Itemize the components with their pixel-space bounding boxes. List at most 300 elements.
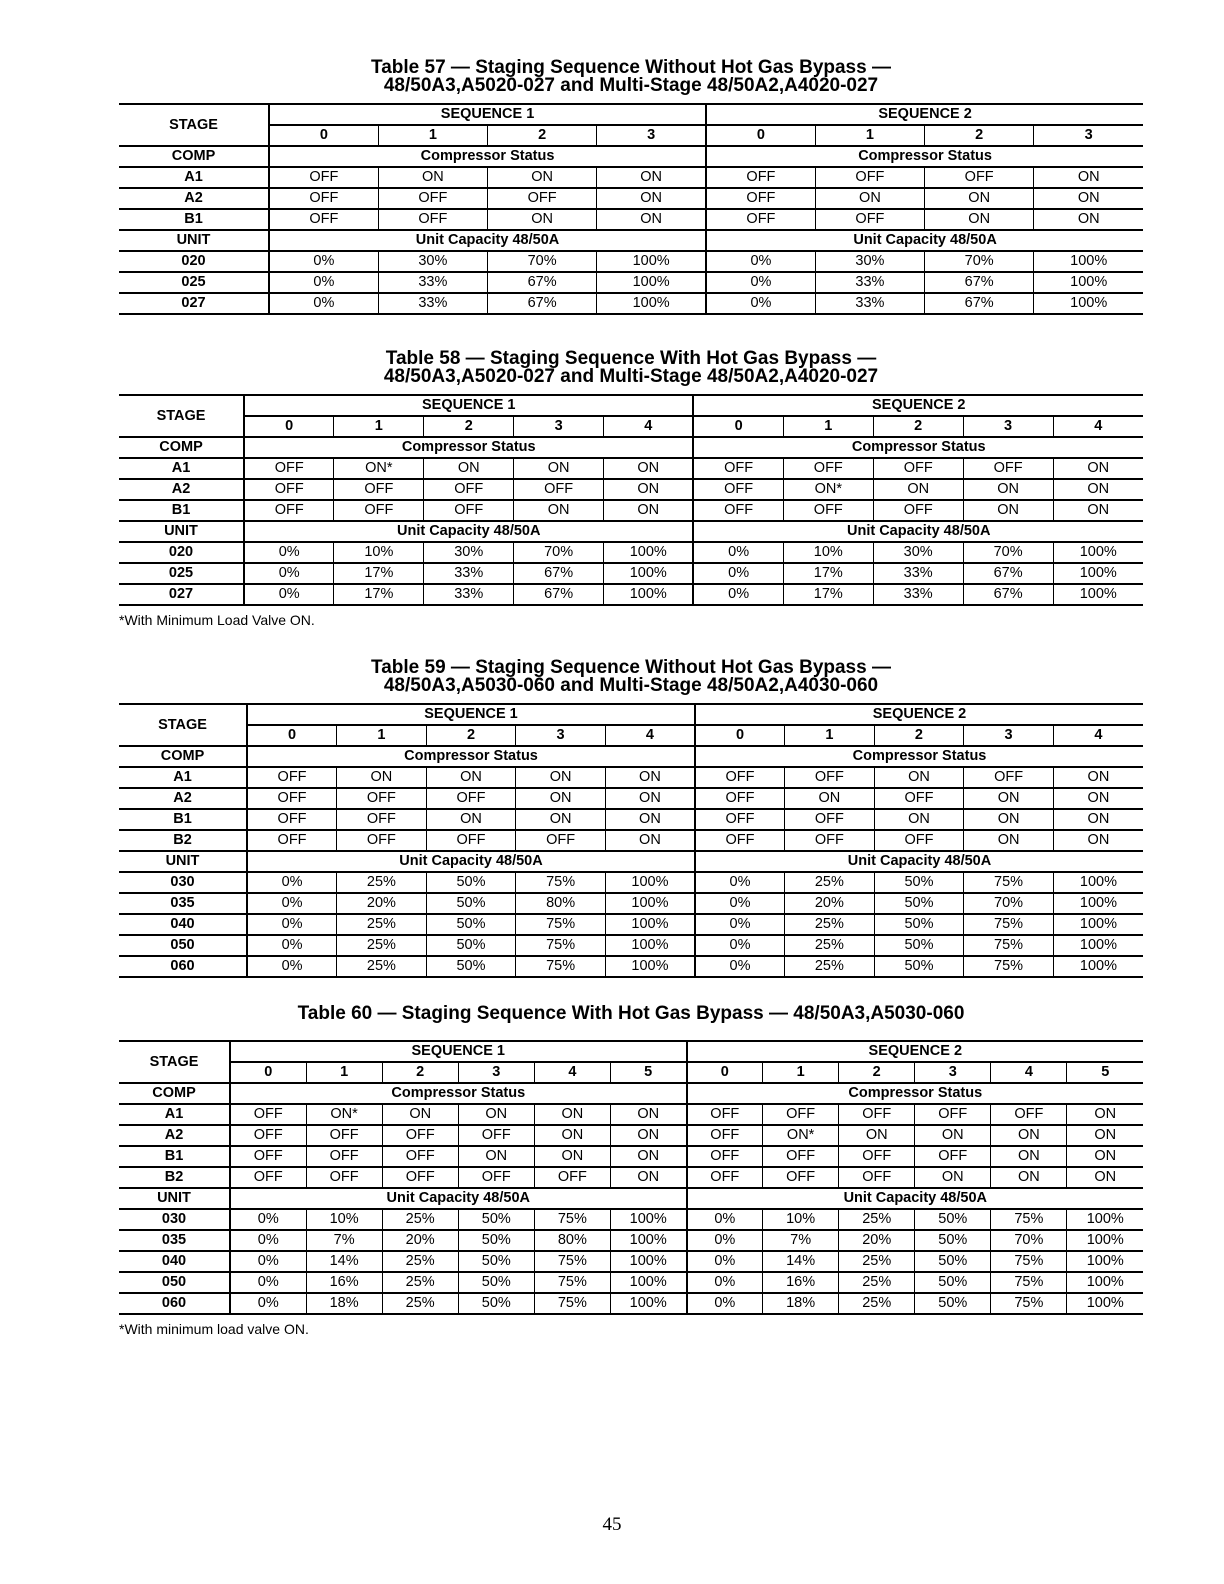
- table-cell: OFF: [687, 1167, 763, 1188]
- table-cell: OFF: [695, 830, 785, 851]
- table-cell: ON: [873, 479, 963, 500]
- comp-header-seq2-span: Compressor Status: [693, 437, 1143, 458]
- table-cell: ON: [534, 1104, 610, 1125]
- stage-number: 4: [604, 416, 694, 437]
- table-cell: ON: [925, 209, 1034, 230]
- stage-number: 2: [426, 725, 516, 746]
- stage-number: 0: [247, 725, 337, 746]
- unit-capacity-label: 030: [119, 872, 247, 893]
- compressor-row: [119, 458, 1143, 479]
- table-cell: OFF: [269, 209, 378, 230]
- table-cell: 100%: [1034, 293, 1143, 314]
- table-cell: OFF: [230, 1167, 306, 1188]
- unit-header-seq2-span: Unit Capacity 48/50A: [706, 230, 1143, 251]
- table-cell: 100%: [605, 956, 695, 977]
- stage-number: 0: [230, 1062, 306, 1083]
- table-cell: ON: [378, 167, 487, 188]
- table-cell: 50%: [915, 1293, 991, 1314]
- table-cell: 25%: [382, 1251, 458, 1272]
- table-cell: 50%: [915, 1272, 991, 1293]
- table-cell: OFF: [247, 767, 337, 788]
- stage-number: 3: [1034, 125, 1143, 146]
- table-cell: 33%: [873, 584, 963, 605]
- table-cell: 70%: [963, 542, 1053, 563]
- unit-capacity-label: 060: [119, 956, 247, 977]
- table-cell: OFF: [334, 500, 424, 521]
- table-cell: 0%: [230, 1293, 306, 1314]
- table-cell: 0%: [230, 1209, 306, 1230]
- table-cell: OFF: [915, 1104, 991, 1125]
- table-cell: ON*: [763, 1125, 839, 1146]
- compressor-row: [119, 167, 1143, 188]
- table-cell: ON: [424, 458, 514, 479]
- table-cell: 0%: [687, 1293, 763, 1314]
- table-cell: 0%: [695, 893, 785, 914]
- compressor-label: A1: [119, 767, 247, 788]
- stage-number: 0: [687, 1062, 763, 1083]
- table-cell: OFF: [695, 788, 785, 809]
- table-cell: 0%: [269, 293, 378, 314]
- table-cell: OFF: [815, 209, 924, 230]
- sequence-1-header: SEQUENCE 1: [230, 1041, 687, 1062]
- table-cell: OFF: [247, 830, 337, 851]
- table-cell: 0%: [687, 1272, 763, 1293]
- table-cell: ON: [963, 479, 1053, 500]
- stage-number-row: [119, 416, 1143, 437]
- table-cell: ON: [991, 1167, 1067, 1188]
- table-cell: 75%: [991, 1209, 1067, 1230]
- table-cell: OFF: [244, 479, 334, 500]
- compressor-row: [119, 1146, 1143, 1167]
- comp-header-row: [119, 1083, 1143, 1104]
- table-cell: 50%: [458, 1209, 534, 1230]
- table-cell: OFF: [706, 188, 815, 209]
- table-cell: 0%: [693, 563, 783, 584]
- compressor-row: [119, 209, 1143, 230]
- table-cell: ON: [1053, 830, 1143, 851]
- table-cell: 30%: [815, 251, 924, 272]
- stage-number: 2: [424, 416, 514, 437]
- table-cell: 17%: [334, 584, 424, 605]
- comp-header-label: COMP: [119, 1083, 230, 1104]
- comp-header-seq1-span: Compressor Status: [269, 146, 706, 167]
- table-cell: ON: [337, 767, 427, 788]
- unit-capacity-label: 060: [119, 1293, 230, 1314]
- stage-number: 3: [964, 725, 1054, 746]
- unit-capacity-label: 035: [119, 1230, 230, 1251]
- table-cell: 50%: [426, 893, 516, 914]
- stage-number: 0: [244, 416, 334, 437]
- footnote: *With Minimum Load Valve ON.: [119, 612, 315, 628]
- table-cell: ON: [839, 1125, 915, 1146]
- table-cell: ON*: [306, 1104, 382, 1125]
- comp-header-row: [119, 437, 1143, 458]
- table-cell: ON: [382, 1104, 458, 1125]
- table-cell: 50%: [426, 956, 516, 977]
- table-cell: ON: [1053, 788, 1143, 809]
- stage-number: 0: [706, 125, 815, 146]
- compressor-label: B2: [119, 1167, 230, 1188]
- table-cell: OFF: [458, 1125, 534, 1146]
- unit-capacity-row: [119, 272, 1143, 293]
- stage-number: 4: [605, 725, 695, 746]
- stage-number: 4: [991, 1062, 1067, 1083]
- compressor-label: B2: [119, 830, 247, 851]
- table-cell: ON: [610, 1104, 686, 1125]
- table-title: [119, 659, 1143, 695]
- table-cell: OFF: [244, 500, 334, 521]
- table-cell: 25%: [839, 1209, 915, 1230]
- compressor-label: B1: [119, 1146, 230, 1167]
- stage-number: 2: [839, 1062, 915, 1083]
- table-cell: 67%: [514, 563, 604, 584]
- unit-capacity-row: [119, 584, 1143, 605]
- table-cell: OFF: [230, 1146, 306, 1167]
- stage-header: STAGE: [119, 704, 247, 746]
- table-cell: 75%: [534, 1272, 610, 1293]
- table-cell: 20%: [839, 1230, 915, 1251]
- table-cell: ON: [1067, 1125, 1143, 1146]
- unit-capacity-row: [119, 251, 1143, 272]
- table-cell: OFF: [991, 1104, 1067, 1125]
- table-cell: OFF: [693, 500, 783, 521]
- unit-capacity-row: [119, 1230, 1143, 1251]
- unit-header-label: UNIT: [119, 521, 244, 542]
- table-cell: 100%: [1034, 251, 1143, 272]
- table-cell: 50%: [458, 1230, 534, 1251]
- table-cell: ON: [488, 167, 597, 188]
- table-cell: 10%: [306, 1209, 382, 1230]
- comp-header-row: [119, 746, 1143, 767]
- table-cell: ON: [915, 1167, 991, 1188]
- table-cell: 100%: [1067, 1251, 1143, 1272]
- compressor-row: [119, 1125, 1143, 1146]
- table-cell: ON: [1053, 809, 1143, 830]
- table-cell: 50%: [458, 1293, 534, 1314]
- table-cell: ON: [597, 188, 706, 209]
- sequence-1-header: SEQUENCE 1: [269, 104, 706, 125]
- table-cell: 100%: [605, 872, 695, 893]
- table-title-line-2: 48/50A3,A5030-060 and Multi-Stage 48/50A2,A4030-060: [383, 675, 879, 696]
- table-cell: 75%: [534, 1293, 610, 1314]
- table-cell: 7%: [306, 1230, 382, 1251]
- table-cell: 25%: [839, 1272, 915, 1293]
- table-cell: 33%: [378, 293, 487, 314]
- stage-number-row: [119, 1062, 1143, 1083]
- table-title-line-2: 48/50A3,A5020-027 and Multi-Stage 48/50A2,A4020-027: [383, 366, 879, 387]
- table-cell: 33%: [378, 272, 487, 293]
- table-cell: OFF: [337, 830, 427, 851]
- table-cell: OFF: [334, 479, 424, 500]
- table-cell: ON: [605, 830, 695, 851]
- table-cell: 18%: [306, 1293, 382, 1314]
- unit-capacity-row: [119, 872, 1143, 893]
- table-cell: 14%: [763, 1251, 839, 1272]
- table-cell: 100%: [1067, 1209, 1143, 1230]
- table-cell: OFF: [247, 809, 337, 830]
- sequence-2-header: SEQUENCE 2: [687, 1041, 1144, 1062]
- page-number: 45: [602, 1514, 622, 1535]
- stage-number: 0: [693, 416, 783, 437]
- sequence-2-header: SEQUENCE 2: [695, 704, 1143, 725]
- table-cell: 100%: [1053, 914, 1143, 935]
- table-cell: 70%: [514, 542, 604, 563]
- table-cell: 100%: [1034, 272, 1143, 293]
- table-cell: 100%: [604, 563, 694, 584]
- compressor-label: A2: [119, 479, 244, 500]
- table-cell: ON: [964, 788, 1054, 809]
- table-cell: OFF: [873, 458, 963, 479]
- table-cell: ON: [1067, 1146, 1143, 1167]
- table-cell: 80%: [534, 1230, 610, 1251]
- table-cell: 0%: [687, 1230, 763, 1251]
- table-cell: 10%: [763, 1209, 839, 1230]
- table-cell: ON: [604, 458, 694, 479]
- table-cell: 25%: [337, 914, 427, 935]
- table-cell: OFF: [925, 167, 1034, 188]
- table-cell: 0%: [247, 872, 337, 893]
- table-cell: ON: [426, 809, 516, 830]
- table-cell: 0%: [695, 935, 785, 956]
- table-cell: OFF: [244, 458, 334, 479]
- table-cell: ON: [1067, 1167, 1143, 1188]
- unit-capacity-row: [119, 914, 1143, 935]
- stage-number: 3: [514, 416, 604, 437]
- table-cell: OFF: [785, 830, 875, 851]
- table-cell: ON: [605, 809, 695, 830]
- unit-capacity-row: [119, 1209, 1143, 1230]
- table-cell: 17%: [334, 563, 424, 584]
- table-cell: OFF: [534, 1167, 610, 1188]
- table-cell: 0%: [695, 914, 785, 935]
- stage-number: 3: [915, 1062, 991, 1083]
- stage-number: 2: [382, 1062, 458, 1083]
- table-cell: 33%: [815, 293, 924, 314]
- table-cell: 75%: [516, 935, 606, 956]
- unit-capacity-row: [119, 1272, 1143, 1293]
- table-cell: ON: [874, 809, 964, 830]
- table-cell: OFF: [230, 1104, 306, 1125]
- table-cell: 0%: [687, 1209, 763, 1230]
- table-cell: 67%: [925, 272, 1034, 293]
- sequence-2-header: SEQUENCE 2: [693, 395, 1143, 416]
- table-cell: 30%: [873, 542, 963, 563]
- table-cell: ON: [1067, 1104, 1143, 1125]
- table-cell: 50%: [874, 914, 964, 935]
- table-cell: OFF: [306, 1146, 382, 1167]
- table-cell: 67%: [488, 272, 597, 293]
- table-cell: ON: [1053, 458, 1143, 479]
- table-cell: OFF: [687, 1104, 763, 1125]
- unit-capacity-row: [119, 1293, 1143, 1314]
- table-title: [119, 59, 1143, 95]
- table-cell: 100%: [610, 1209, 686, 1230]
- table-cell: OFF: [514, 479, 604, 500]
- compressor-row: [119, 500, 1143, 521]
- table-cell: 50%: [874, 956, 964, 977]
- table-cell: OFF: [706, 167, 815, 188]
- stage-number: 1: [785, 725, 875, 746]
- table-cell: 20%: [382, 1230, 458, 1251]
- compressor-label: B1: [119, 500, 244, 521]
- table-cell: 50%: [915, 1209, 991, 1230]
- table-cell: OFF: [306, 1125, 382, 1146]
- table-cell: 0%: [269, 251, 378, 272]
- compressor-row: [119, 188, 1143, 209]
- table-cell: ON: [605, 767, 695, 788]
- table-cell: 100%: [597, 251, 706, 272]
- table-cell: 25%: [382, 1209, 458, 1230]
- table-cell: 0%: [687, 1251, 763, 1272]
- table-cell: 25%: [785, 956, 875, 977]
- compressor-label: B1: [119, 209, 269, 230]
- table-cell: OFF: [382, 1125, 458, 1146]
- header-row: [119, 104, 1143, 125]
- header-row: [119, 704, 1143, 725]
- unit-header-row: [119, 1188, 1143, 1209]
- table-cell: OFF: [964, 767, 1054, 788]
- compressor-label: B1: [119, 809, 247, 830]
- table-cell: 0%: [230, 1251, 306, 1272]
- table-cell: OFF: [382, 1146, 458, 1167]
- table-cell: 100%: [1067, 1230, 1143, 1251]
- stage-number: 3: [516, 725, 606, 746]
- table-cell: ON: [964, 830, 1054, 851]
- compressor-label: A1: [119, 1104, 230, 1125]
- sequence-1-header: SEQUENCE 1: [247, 704, 695, 725]
- compressor-row: [119, 1167, 1143, 1188]
- table-cell: 67%: [488, 293, 597, 314]
- table-cell: OFF: [424, 479, 514, 500]
- stage-header: STAGE: [119, 1041, 230, 1083]
- table-cell: 0%: [706, 293, 815, 314]
- stage-number: 1: [783, 416, 873, 437]
- table-cell: 100%: [605, 914, 695, 935]
- table-cell: 50%: [915, 1251, 991, 1272]
- table-cell: ON: [1034, 188, 1143, 209]
- table-cell: 70%: [488, 251, 597, 272]
- compressor-row: [119, 1104, 1143, 1125]
- table-cell: OFF: [763, 1104, 839, 1125]
- staging-table-57: [119, 103, 1143, 315]
- table-cell: OFF: [426, 788, 516, 809]
- table-cell: OFF: [963, 458, 1053, 479]
- stage-number: 5: [610, 1062, 686, 1083]
- unit-header-seq2-span: Unit Capacity 48/50A: [687, 1188, 1144, 1209]
- table-cell: 0%: [706, 251, 815, 272]
- table-cell: 50%: [458, 1272, 534, 1293]
- stage-number: 1: [337, 725, 427, 746]
- compressor-label: A2: [119, 188, 269, 209]
- unit-capacity-label: 050: [119, 1272, 230, 1293]
- stage-number: 4: [1053, 725, 1143, 746]
- table-cell: ON: [605, 788, 695, 809]
- unit-capacity-row: [119, 1251, 1143, 1272]
- table-cell: ON: [1053, 479, 1143, 500]
- staging-table-60: [119, 1040, 1143, 1315]
- table-cell: 0%: [247, 935, 337, 956]
- table-cell: 75%: [991, 1272, 1067, 1293]
- table-cell: 20%: [337, 893, 427, 914]
- table-cell: 100%: [1067, 1272, 1143, 1293]
- table-cell: 0%: [693, 542, 783, 563]
- compressor-row: [119, 788, 1143, 809]
- table-cell: 50%: [874, 872, 964, 893]
- stage-number: 2: [873, 416, 963, 437]
- unit-header-seq1-span: Unit Capacity 48/50A: [230, 1188, 687, 1209]
- compressor-label: A1: [119, 167, 269, 188]
- table-title: [119, 1005, 1143, 1023]
- table-title-line-1: Table 58 — Staging Sequence With Hot Gas Bypass —: [385, 348, 877, 369]
- table-59-block: [119, 659, 1143, 978]
- header-row: [119, 1041, 1143, 1062]
- table-cell: 100%: [610, 1251, 686, 1272]
- table-cell: ON: [516, 767, 606, 788]
- comp-header-seq1-span: Compressor Status: [247, 746, 695, 767]
- table-cell: ON: [1034, 209, 1143, 230]
- compressor-row: [119, 479, 1143, 500]
- table-cell: 0%: [247, 893, 337, 914]
- table-cell: ON: [915, 1125, 991, 1146]
- stage-number: 3: [458, 1062, 534, 1083]
- table-cell: OFF: [839, 1167, 915, 1188]
- table-cell: 33%: [424, 563, 514, 584]
- unit-capacity-row: [119, 935, 1143, 956]
- unit-header-label: UNIT: [119, 1188, 230, 1209]
- table-title: [119, 350, 1143, 386]
- stage-number: 3: [963, 416, 1053, 437]
- unit-header-seq2-span: Unit Capacity 48/50A: [695, 851, 1143, 872]
- table-cell: 0%: [244, 584, 334, 605]
- table-cell: 100%: [604, 584, 694, 605]
- table-cell: 25%: [839, 1293, 915, 1314]
- table-cell: 33%: [873, 563, 963, 584]
- stage-header: STAGE: [119, 104, 269, 146]
- footnote: *With minimum load valve ON.: [119, 1321, 309, 1337]
- table-cell: 0%: [247, 914, 337, 935]
- unit-header-seq2-span: Unit Capacity 48/50A: [693, 521, 1143, 542]
- unit-capacity-row: [119, 956, 1143, 977]
- table-cell: 67%: [963, 563, 1053, 584]
- sequence-1-header: SEQUENCE 1: [244, 395, 693, 416]
- unit-header-row: [119, 521, 1143, 542]
- table-cell: OFF: [785, 767, 875, 788]
- unit-capacity-label: 020: [119, 251, 269, 272]
- unit-capacity-label: 020: [119, 542, 244, 563]
- table-cell: OFF: [693, 458, 783, 479]
- comp-header-label: COMP: [119, 746, 247, 767]
- stage-number-row: [119, 725, 1143, 746]
- table-cell: OFF: [488, 188, 597, 209]
- table-cell: 70%: [925, 251, 1034, 272]
- table-cell: OFF: [695, 809, 785, 830]
- sequence-2-header: SEQUENCE 2: [706, 104, 1143, 125]
- stage-number: 2: [488, 125, 597, 146]
- table-cell: OFF: [763, 1146, 839, 1167]
- stage-number: 1: [378, 125, 487, 146]
- table-cell: 0%: [695, 872, 785, 893]
- table-cell: 10%: [334, 542, 424, 563]
- unit-header-seq1-span: Unit Capacity 48/50A: [269, 230, 706, 251]
- table-cell: ON: [534, 1146, 610, 1167]
- table-cell: 10%: [783, 542, 873, 563]
- unit-header-row: [119, 230, 1143, 251]
- table-cell: ON: [604, 500, 694, 521]
- table-cell: 100%: [1053, 542, 1143, 563]
- table-cell: OFF: [815, 167, 924, 188]
- table-cell: 100%: [610, 1230, 686, 1251]
- table-cell: 70%: [964, 893, 1054, 914]
